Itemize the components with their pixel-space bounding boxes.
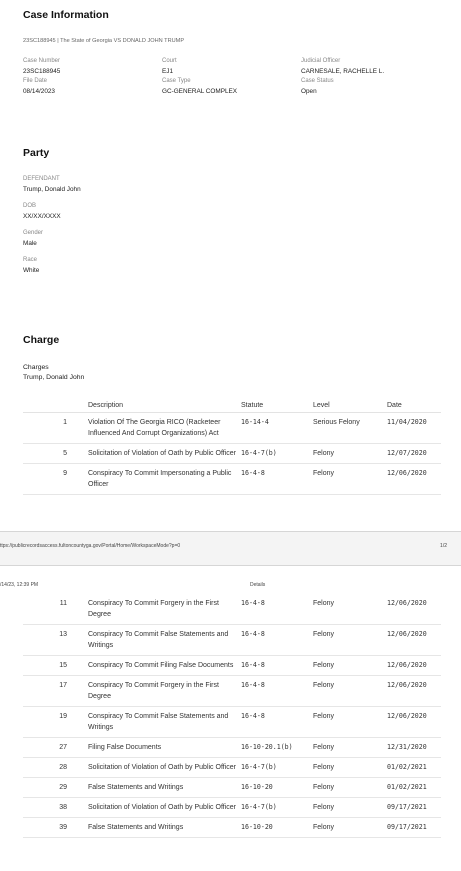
charge-level: Felony: [313, 656, 387, 676]
charge-description: Conspiracy To Commit Filing False Documents: [88, 656, 241, 676]
charge-row: [23, 818, 441, 838]
charge-row: [23, 464, 441, 495]
charge-description: Solicitation of Violation of Oath by Public Officer: [88, 758, 241, 778]
charge-description: Conspiracy To Commit Forgery in the First Degree: [88, 594, 241, 625]
dob-value: XX/XX/XXXX: [23, 213, 61, 220]
charge-level: Felony: [313, 778, 387, 798]
charge-statute: 16-4-8: [241, 594, 313, 625]
charge-statute: 16-4-7(b): [241, 758, 313, 778]
charges-header-row: [23, 399, 441, 413]
gender-value: Male: [23, 240, 37, 247]
charge-date: 01/02/2021: [387, 778, 441, 798]
charge-level: Felony: [313, 594, 387, 625]
charge-description: False Statements and Writings: [88, 778, 241, 798]
case-subtitle: 23SC188945 | The State of Georgia VS DONALD JOHN TRUMP: [23, 38, 185, 44]
charge-number: 28: [23, 758, 88, 778]
charge-number: 5: [23, 444, 88, 464]
charge-statute: 16-14-4: [241, 413, 313, 444]
charge-description: Conspiracy To Commit False Statements and Writings: [88, 707, 241, 738]
charge-date: 12/07/2020: [387, 444, 441, 464]
charge-row: [23, 594, 441, 625]
charge-description: Filing False Documents: [88, 738, 241, 758]
charge-level: Felony: [313, 818, 387, 838]
file-date-label: File Date: [23, 78, 48, 84]
file-date-value: 08/14/2023: [23, 88, 55, 95]
charge-statute: 16-4-8: [241, 707, 313, 738]
charge-date: 12/31/2020: [387, 738, 441, 758]
charge-row: [23, 676, 441, 707]
charge-description: Solicitation of Violation of Oath by Public Officer: [88, 798, 241, 818]
charge-statute: 16-4-7(b): [241, 444, 313, 464]
charge-number: 15: [23, 656, 88, 676]
charge-row: [23, 625, 441, 656]
date-column-header: Date: [387, 399, 441, 413]
charge-number: 29: [23, 778, 88, 798]
charge-number: 27: [23, 738, 88, 758]
charge-description: False Statements and Writings: [88, 818, 241, 838]
charge-level: Felony: [313, 464, 387, 495]
case-status-label: Case Status: [301, 78, 334, 84]
level-column-header: Level: [313, 399, 387, 413]
judicial-officer-label: Judicial Officer: [301, 58, 341, 64]
court-value: EJ1: [162, 68, 174, 75]
charge-number: 9: [23, 464, 88, 495]
charge-number: 1: [23, 413, 88, 444]
party-name: Trump, Donald John: [23, 186, 81, 193]
charge-level: Felony: [313, 444, 387, 464]
charge-row: [23, 778, 441, 798]
charge-row: [23, 758, 441, 778]
description-column-header: Description: [88, 399, 241, 413]
race-value: White: [23, 267, 40, 274]
charges-table-page-1: [23, 399, 441, 495]
charge-date: 12/06/2020: [387, 464, 441, 495]
charges-table-page-2: [23, 594, 441, 838]
charge-number: 39: [23, 818, 88, 838]
case-number-value: 23SC188945: [23, 68, 61, 75]
print-page-2: [0, 565, 461, 871]
charge-statute: 16-4-8: [241, 676, 313, 707]
print-header-title: Details: [250, 582, 266, 588]
court-label: Court: [162, 58, 177, 64]
gender-label: Gender: [23, 230, 44, 236]
charge-level: Felony: [313, 798, 387, 818]
print-footer-url: ttps://publicrecordsaccess.fultoncountyga.gov/Portal/Home/WorkspaceMode?p=0: [0, 543, 181, 549]
charge-row: [23, 444, 441, 464]
charge-statute: 16-4-7(b): [241, 798, 313, 818]
charge-number: 11: [23, 594, 88, 625]
charges-defendant: Trump, Donald John: [23, 374, 85, 381]
charge-statute: 16-4-8: [241, 464, 313, 495]
charge-date: 09/17/2021: [387, 818, 441, 838]
charge-date: 01/02/2021: [387, 758, 441, 778]
charge-description: Conspiracy To Commit Forgery in the First Degree: [88, 676, 241, 707]
charge-row: [23, 798, 441, 818]
charge-statute: 16-10-20.1(b): [241, 738, 313, 758]
case-number-label: Case Number: [23, 58, 61, 64]
charge-number: 13: [23, 625, 88, 656]
case-information-heading: Case Information: [23, 9, 109, 21]
charge-level: Felony: [313, 738, 387, 758]
statute-column-header: Statute: [241, 399, 313, 413]
charge-level: Felony: [313, 758, 387, 778]
charge-level: Felony: [313, 676, 387, 707]
charge-statute: 16-10-20: [241, 778, 313, 798]
charge-date: 12/06/2020: [387, 676, 441, 707]
case-type-label: Case Type: [162, 78, 191, 84]
charge-level: Felony: [313, 625, 387, 656]
charge-date: 12/06/2020: [387, 656, 441, 676]
charge-date: 12/06/2020: [387, 707, 441, 738]
charge-date: 09/17/2021: [387, 798, 441, 818]
charge-date: 12/06/2020: [387, 594, 441, 625]
charges-label: Charges: [23, 364, 49, 371]
charge-number: 38: [23, 798, 88, 818]
case-status-value: Open: [301, 88, 317, 95]
number-column-header: [23, 399, 88, 413]
charge-description: Violation Of The Georgia RICO (Racketeer Influenced And Corrupt Organizations) Act: [88, 413, 241, 444]
charge-date: 11/04/2020: [387, 413, 441, 444]
print-page-indicator: 1/2: [440, 543, 447, 549]
charge-row: [23, 738, 441, 758]
charge-number: 17: [23, 676, 88, 707]
party-role: DEFENDANT: [23, 176, 60, 182]
charge-number: 19: [23, 707, 88, 738]
charge-level: Serious Felony: [313, 413, 387, 444]
charge-statute: 16-4-8: [241, 625, 313, 656]
charge-description: Conspiracy To Commit Impersonating a Public Officer: [88, 464, 241, 495]
charge-description: Solicitation of Violation of Oath by Public Officer: [88, 444, 241, 464]
charge-level: Felony: [313, 707, 387, 738]
charge-date: 12/06/2020: [387, 625, 441, 656]
race-label: Race: [23, 257, 38, 263]
charge-heading: Charge: [23, 334, 60, 346]
charge-row: [23, 707, 441, 738]
charge-row: [23, 656, 441, 676]
dob-label: DOB: [23, 203, 37, 209]
judicial-officer-value: CARNESALE, RACHELLE L.: [301, 68, 385, 75]
case-type-value: GC-GENERAL COMPLEX: [162, 88, 238, 95]
charge-description: Conspiracy To Commit False Statements and Writings: [88, 625, 241, 656]
charge-row: [23, 413, 441, 444]
print-header-datetime: /14/23, 12:39 PM: [0, 582, 39, 588]
charge-statute: 16-4-8: [241, 656, 313, 676]
charge-statute: 16-10-20: [241, 818, 313, 838]
party-heading: Party: [23, 147, 50, 159]
